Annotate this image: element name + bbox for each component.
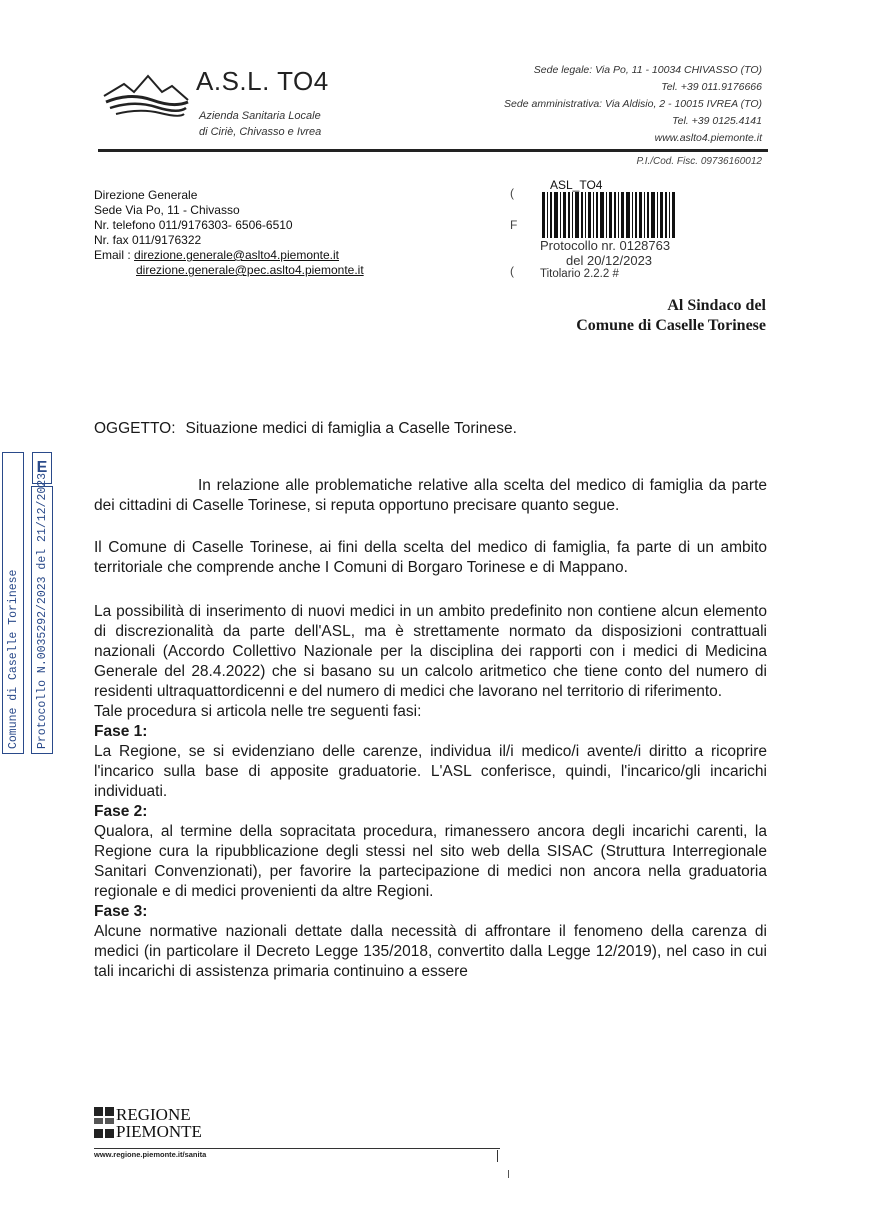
recipient-line2: Comune di Caselle Torinese [576, 317, 766, 334]
fase-1-text: La Regione, se si evidenziano delle carenze, individua il/i medico/i avente/i diritto a ricoprire l'incarico sulla base di apposite graduatorie. L'ASL conferisce, quindi, l'incarico/gli incarichi individuati. [94, 743, 767, 800]
sender-phone: Nr. telefono 011/9176303- 6506-6510 [94, 218, 293, 232]
regione-piemonte-text [116, 1106, 202, 1140]
sender-address: Sede Via Po, 11 - Chivasso [94, 203, 240, 217]
org-subtitle [199, 108, 321, 140]
stamp-mark: F [510, 218, 518, 232]
org-subtitle-line2: di Ciriè, Chivasso e Ivrea [199, 126, 322, 138]
fase-3-title: Fase 3: [94, 903, 148, 920]
asl-logo-mark [100, 70, 190, 118]
recipient-block [576, 296, 766, 336]
regione-line1: REGIONE [116, 1105, 191, 1124]
sender-block [94, 188, 364, 278]
email-label: Email : [94, 248, 131, 262]
paragraph-1: In relazione alle problematiche relative alla scelta del medico di famiglia da parte dei cittadini di Caselle Torinese, si reputa opportuno precisare quanto segue. [94, 477, 767, 514]
footer-mark [497, 1150, 498, 1162]
subject-label: OGGETTO: [94, 420, 176, 437]
side-column-1 [2, 452, 24, 754]
subject-line [94, 420, 517, 438]
side-protocollo: Protocollo N.0035292/2023 del 21/12/2023 [36, 472, 49, 749]
sender-email-row-2 [94, 263, 364, 278]
stamp-header: ASL_TO4 [550, 178, 603, 192]
side-letter: E [32, 452, 52, 484]
legal-phone: Tel. +39 011.9176666 [661, 81, 762, 93]
header-contacts [504, 62, 762, 147]
admin-phone: Tel. +39 0125.4141 [672, 115, 762, 127]
side-column-2 [31, 472, 53, 754]
email-link-1[interactable]: direzione.generale@aslto4.piemonte.it [134, 248, 340, 262]
letter-body [94, 476, 767, 982]
admin-seat: Sede amministrativa: Via Aldisio, 2 - 10015 IVREA (TO) [504, 98, 762, 110]
email-link-2[interactable]: direzione.generale@pec.aslto4.piemonte.it [136, 263, 364, 277]
paragraph-4: Tale procedura si articola nelle tre seguenti fasi: [94, 703, 422, 720]
side-comune: Comune di Caselle Torinese [7, 569, 20, 749]
fiscal-code: P.I./Cod. Fisc. 09736160012 [636, 156, 762, 167]
stamp-mark: ( [510, 186, 514, 200]
side-protocol-stamp [2, 452, 54, 752]
org-name: A.S.L. TO4 [196, 66, 329, 96]
paragraph-3: La possibilità di inserimento di nuovi medici in un ambito predefinito non contiene alcun elemento di discrezionalità da parte dell'ASL, ma è strettamente normato da disposizioni contrattuali nazionali (Accordo Collettivo Nazionale per la disciplina dei rapporti con i medici di Medicina Generale del 28.4.2022) che si basano su un calcolo aritmetico che tiene conto del numero di residenti ultraquattordicenni e del numero di medici che lavorano nel territorio di riferimento. [94, 603, 767, 700]
stamp-protocol-number: Protocollo nr. 0128763 [540, 238, 671, 253]
subject-value: Situazione medici di famiglia a Caselle Torinese. [185, 420, 517, 437]
website-link[interactable]: www.aslto4.piemonte.it [654, 132, 762, 144]
sender-office: Direzione Generale [94, 188, 198, 202]
barcode-icon [542, 192, 720, 238]
fase-3-text: Alcune normative nazionali dettate dalla necessità di affrontare il fenomeno della carenza di medici (in particolare il Decreto Legge 135/2018, convertito dalla Legge 12/2019), nel caso in cui tali incarichi di assistenza primaria continuino a essere [94, 923, 767, 980]
stamp-titolario: Titolario 2.2.2 # [540, 268, 619, 280]
stamp-mark: ( [510, 264, 514, 278]
stamp-date: del 20/12/2023 [566, 253, 653, 268]
regione-line2: PIEMONTE [116, 1122, 202, 1141]
fase-2-text: Qualora, al termine della sopracitata procedura, rimanessero ancora degli incarichi carenti, la Regione cura la ripubblicazione degli stessi nel sito web della SISAC (Struttura Interregionale Sanitari Convenzionati), per favorire la partecipazione di medici non ancora nella graduatoria regionale e di medici provenienti da altre Regioni. [94, 823, 767, 900]
legal-seat: Sede legale: Via Po, 11 - 10034 CHIVASSO (TO) [533, 64, 762, 76]
header-divider [98, 149, 768, 152]
fase-2-title: Fase 2: [94, 803, 148, 820]
regione-piemonte-logo-icon [94, 1107, 116, 1141]
sender-fax: Nr. fax 011/9176322 [94, 233, 202, 247]
footer-mark [508, 1170, 509, 1178]
footer-divider [94, 1148, 500, 1149]
recipient-line1: Al Sindaco del [667, 297, 766, 314]
footer-url[interactable]: www.regione.piemonte.it/sanita [94, 1150, 207, 1159]
org-subtitle-line1: Azienda Sanitaria Locale [199, 110, 321, 122]
fase-1-title: Fase 1: [94, 723, 148, 740]
paragraph-2: Il Comune di Caselle Torinese, ai fini della scelta del medico di famiglia, fa parte di un ambito territoriale che comprende anche I Comuni di Borgaro Torinese e di Mappano. [94, 539, 767, 576]
protocol-stamp [540, 178, 720, 286]
sender-email-row [94, 248, 364, 263]
